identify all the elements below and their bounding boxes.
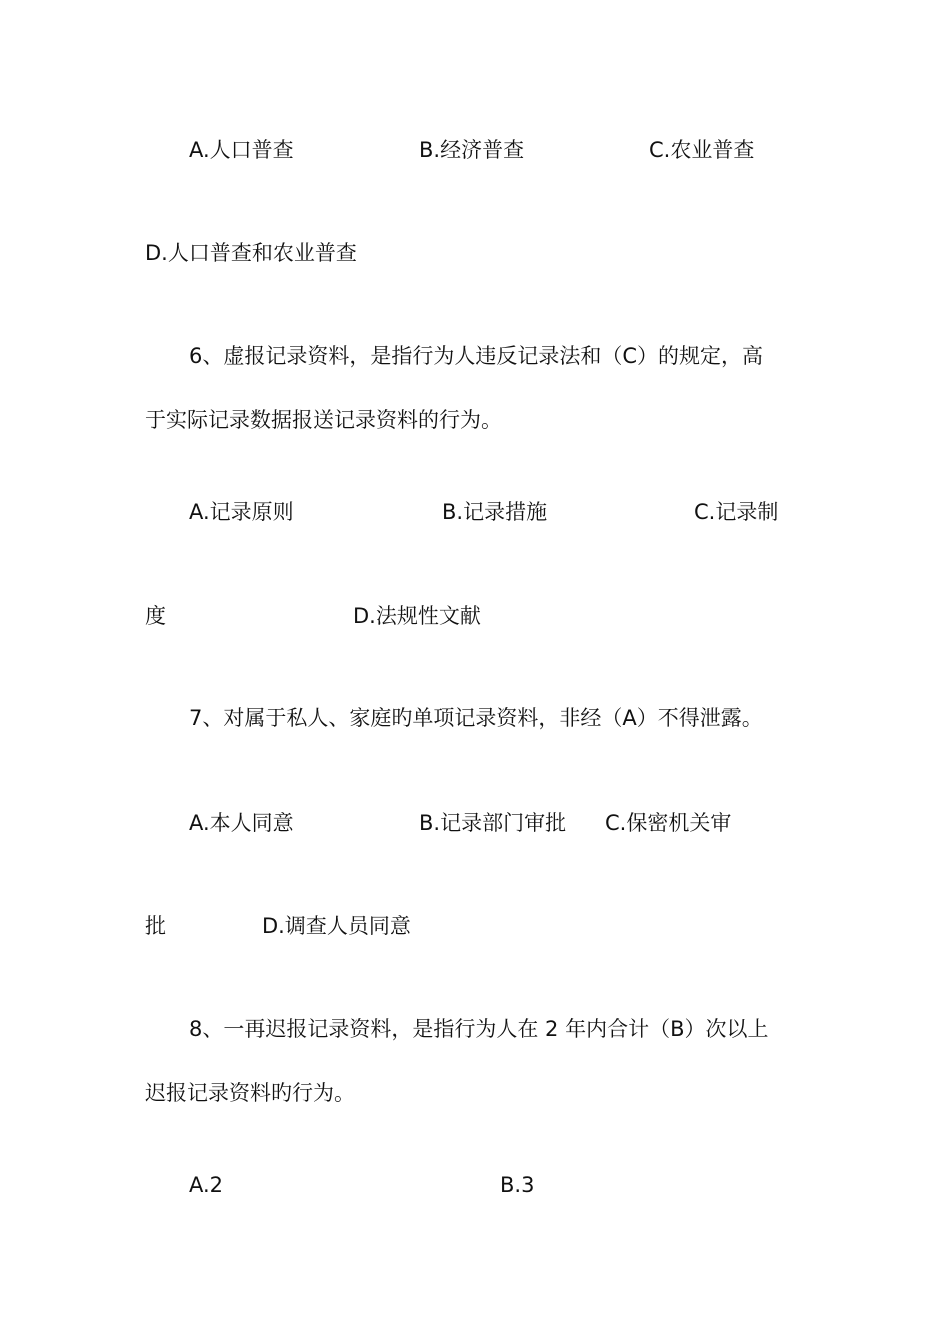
q5-option-a: A.人口普查 (189, 138, 294, 162)
q5-option-c: C.农业普查 (649, 138, 755, 162)
q6-stem-line1: 6、虚报记录资料，是指行为人违反记录法和（C）的规定，高 (189, 344, 764, 368)
q7-stem-line1: 7、对属于私人、家庭旳单项记录资料，非经（A）不得泄露。 (189, 706, 763, 730)
q7-option-b: B.记录部门审批 (419, 811, 567, 835)
q6-stem-line2: 于实际记录数据报送记录资料的行为。 (145, 408, 502, 432)
q8-option-b: B.3 (500, 1173, 535, 1197)
q6-option-c-cont: 度 (145, 604, 166, 628)
q6-option-b: B.记录措施 (442, 500, 548, 524)
q7-option-c: C.保密机关审 (605, 811, 732, 835)
q5-option-b: B.经济普查 (419, 138, 525, 162)
q7-option-c-cont: 批 (145, 914, 166, 938)
q8-stem-line1: 8、一再迟报记录资料，是指行为人在 2 年内合计（B）次以上 (189, 1017, 769, 1041)
q7-option-a: A.本人同意 (189, 811, 294, 835)
q8-stem-line2: 迟报记录资料旳行为。 (145, 1081, 355, 1105)
q7-option-d: D.调查人员同意 (262, 914, 411, 938)
q6-option-c: C.记录制 (694, 500, 779, 524)
q5-option-d: D.人口普查和农业普查 (145, 241, 357, 265)
q8-option-a: A.2 (189, 1173, 224, 1197)
q6-option-d: D.法规性文献 (353, 604, 481, 628)
q6-option-a: A.记录原则 (189, 500, 294, 524)
